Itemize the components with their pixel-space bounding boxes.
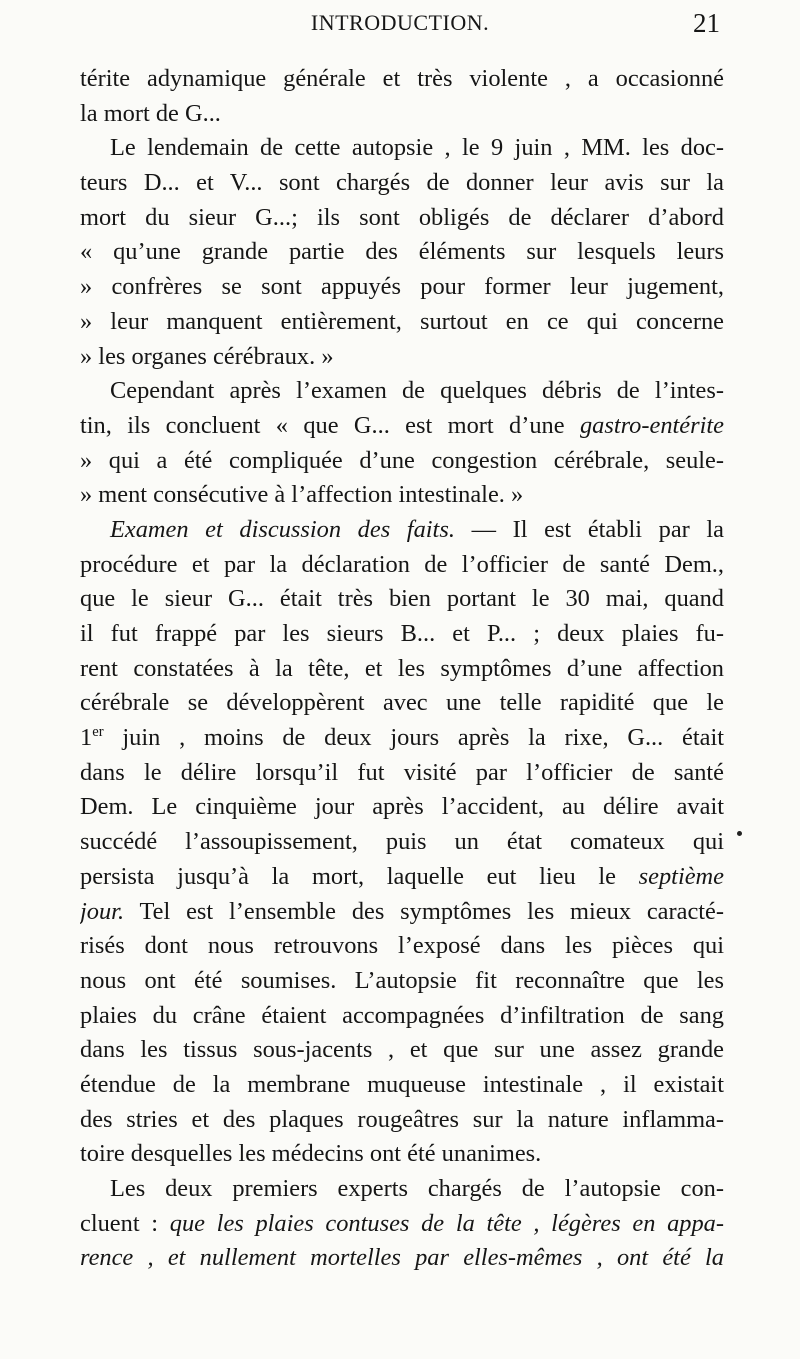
- text-segment: Cependant après l’examen de quelques débris de l’intes-: [110, 377, 724, 405]
- text-line: [80, 582, 724, 617]
- text-segment: toire desquelles les médecins ont été unanimes.: [80, 1140, 542, 1168]
- text-line: [80, 756, 724, 791]
- text-segment: persista jusqu’à la mort, laquelle eut lieu le: [80, 862, 639, 890]
- italic-text: que les plaies contuses de la tête , légères en appa-: [169, 1209, 724, 1237]
- text-segment: » qui a été compliquée d’une congestion cérébrale, seule-: [80, 446, 724, 474]
- text-segment: « qu’une grande partie des éléments sur lesquels leurs: [80, 238, 724, 266]
- text-line: [80, 1137, 724, 1172]
- text-segment: Tel est l’ensemble des symptômes les mieux caracté-: [124, 897, 724, 925]
- text-line: [80, 548, 724, 583]
- text-line: [80, 964, 724, 999]
- text-segment: cluent :: [80, 1209, 170, 1237]
- text-segment: dans les tissus sous-jacents , et que sur une assez grande: [80, 1036, 724, 1064]
- text-line: [80, 1172, 724, 1207]
- text-segment: 1: [80, 724, 93, 752]
- text-line: [80, 513, 724, 548]
- text-segment: rent constatées à la tête, et les symptômes d’une affection: [80, 654, 724, 682]
- text-segment: procédure et par la déclaration de l’officier de santé Dem.,: [80, 550, 724, 578]
- text-line: [80, 444, 724, 479]
- text-segment: dans le délire lorsqu’il fut visité par l’officier de santé: [80, 758, 724, 786]
- text-segment: que le sieur G... était très bien portant le 30 mai, quand: [80, 585, 724, 613]
- text-segment: térite adynamique générale et très violente , a occasionné: [80, 65, 724, 92]
- text-line: [80, 374, 724, 409]
- text-segment: nous ont été soumises. L’autopsie fit reconnaître que les: [80, 966, 724, 994]
- text-line: [80, 340, 724, 375]
- body-text: [80, 62, 724, 1276]
- text-segment: » confrères se sont appuyés pour former leur jugement,: [80, 273, 724, 301]
- text-line: [80, 166, 724, 201]
- text-segment: cérébrale se développèrent avec une telle rapidité que le: [80, 689, 724, 717]
- text-segment: Dem. Le cinquième jour après l’accident, au délire avait: [80, 793, 724, 821]
- text-segment: Les deux premiers experts chargés de l’autopsie con-: [110, 1175, 724, 1202]
- text-segment: risés dont nous retrouvons l’exposé dans les pièces qui: [80, 932, 724, 960]
- text-segment: teurs D... et V... sont chargés de donner leur avis sur la: [80, 169, 724, 197]
- text-line: [80, 895, 724, 930]
- italic-text: septième: [638, 862, 724, 890]
- text-line: [80, 790, 724, 825]
- text-segment: Le lendemain de cette autopsie , le 9 juin , MM. les doc-: [110, 134, 724, 162]
- text-line: [80, 1207, 724, 1242]
- text-line: [80, 62, 724, 97]
- running-head: [80, 8, 720, 48]
- text-segment: » ment consécutive à l’affection intestinale. »: [80, 481, 524, 509]
- text-segment: la mort de G...: [80, 99, 221, 127]
- text-line: [80, 1068, 724, 1103]
- text-segment: des stries et des plaques rougeâtres sur la nature inflamma-: [80, 1105, 724, 1133]
- text-segment: plaies du crâne étaient accompagnées d’infiltration de sang: [80, 1001, 724, 1029]
- text-line: [80, 1241, 724, 1276]
- text-segment: tin, ils concluent « que G... est mort d’une: [80, 411, 580, 439]
- text-line: [80, 409, 724, 444]
- text-line: [80, 201, 724, 236]
- text-segment: étendue de la membrane muqueuse intestinale , il existait: [80, 1070, 724, 1098]
- text-line: [80, 825, 724, 860]
- italic-text: Examen et discussion des faits.: [110, 515, 455, 543]
- text-line: [80, 721, 724, 756]
- text-line: [80, 1103, 724, 1138]
- text-segment: — Il est établi par la: [454, 515, 724, 543]
- text-line: [80, 305, 724, 340]
- margin-mark: [737, 831, 742, 836]
- text-line: [80, 97, 724, 132]
- text-segment: » les organes cérébraux. »: [80, 342, 334, 370]
- text-segment: » leur manquent entièrement, surtout en ce qui concerne: [80, 307, 724, 335]
- italic-text: gastro-entérite: [579, 411, 724, 439]
- text-segment: mort du sieur G...; ils sont obligés de déclarer d’abord: [80, 203, 724, 231]
- text-line: [80, 478, 724, 513]
- text-line: [80, 1033, 724, 1068]
- text-segment: juin , moins de deux jours après la rixe, G... était: [103, 724, 724, 752]
- text-segment: succédé l’assoupissement, puis un état comateux qui: [80, 828, 724, 856]
- text-segment: il fut frappé par les sieurs B... et P... ; deux plaies fu-: [80, 620, 724, 647]
- superscript: er: [92, 723, 104, 740]
- italic-text: jour.: [80, 897, 125, 925]
- text-line: [80, 617, 724, 652]
- text-line: [80, 686, 724, 721]
- italic-text: rence , et nullement mortelles par elles-mêmes , ont été la: [80, 1244, 724, 1272]
- text-line: [80, 860, 724, 895]
- text-line: [80, 652, 724, 687]
- text-line: [80, 235, 724, 270]
- text-line: [80, 131, 724, 166]
- text-line: [80, 270, 724, 305]
- running-title: INTRODUCTION.: [310, 10, 490, 35]
- page-number: 21: [693, 8, 720, 38]
- text-line: [80, 929, 724, 964]
- text-line: [80, 999, 724, 1034]
